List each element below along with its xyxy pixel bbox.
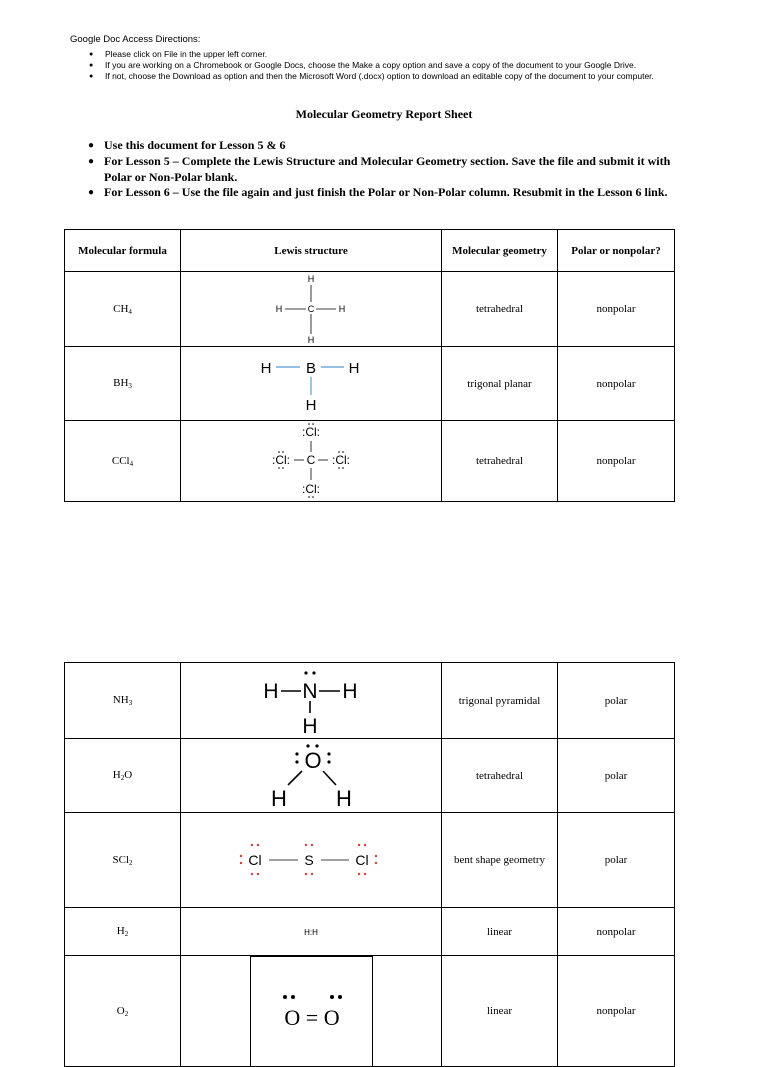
direction-item: ● If not, choose the Download as option and then the Microsoft Word (.docx) option to download an editable copy of the document to your computer. [89, 71, 709, 82]
formula-cell: SCl$_2$ [65, 813, 181, 908]
lewis-atom: B [305, 359, 317, 377]
table-row [65, 421, 675, 502]
table-row [65, 956, 675, 1067]
geometry-cell: bent shape geometry [442, 813, 558, 908]
formula-cell: $NH_3$ [65, 663, 181, 739]
formula-cell: $H_2O$ [65, 739, 181, 813]
lewis-atom: H [338, 304, 346, 314]
polarity-cell: polar [558, 739, 675, 813]
lewis-atom: :Cl: [332, 453, 350, 467]
bh3-lewis-structure [256, 354, 366, 414]
lewis-atom: :Cl: [272, 453, 290, 467]
polarity-cell: polar [558, 813, 675, 908]
direction-item: ● If you are working on a Chromebook or Google Docs, choose the Make a copy option and save a copy of the document to your Google Drive. [89, 60, 709, 71]
geometry-cell: tetrahedral [442, 739, 558, 813]
o2-lewis-structure [262, 987, 362, 1037]
polarity-cell: nonpolar [558, 347, 675, 421]
lewis-atom: H [271, 785, 287, 809]
lesson-item: ● For Lesson 5 – Complete the Lewis Structure and Molecular Geometry section. Save the file and submit it with Polar or Non-Polar blank. [88, 154, 688, 186]
h2o-lewis-structure [261, 743, 361, 809]
lewis-cell [181, 347, 442, 421]
lewis-atom: Cl [355, 852, 369, 868]
header-geometry: Molecular geometry [442, 230, 558, 272]
lewis-atom: H [305, 396, 317, 414]
formula-cell: $H_2$ [65, 908, 181, 956]
lewis-cell [181, 908, 442, 956]
table-header-row [65, 230, 675, 272]
lewis-cell [181, 421, 442, 502]
lewis-atom: H [275, 304, 283, 314]
polarity-cell: polar [558, 663, 675, 739]
lesson-list [88, 138, 688, 201]
lewis-cell [181, 663, 442, 739]
geometry-table-2 [64, 662, 675, 1067]
lewis-atom: O = O [283, 1005, 340, 1030]
lewis-atom: H [263, 679, 279, 703]
o2-image-frame [250, 956, 373, 1066]
polarity-cell: nonpolar [558, 956, 675, 1067]
directions-title: Google Doc Access Directions: [70, 34, 201, 45]
table-row [65, 347, 675, 421]
geometry-cell: trigonal pyramidal [442, 663, 558, 739]
lewis-atom: N [302, 679, 318, 703]
lewis-atom: H [307, 335, 315, 345]
lewis-atom: S [304, 852, 314, 868]
lewis-atom: H [342, 679, 358, 703]
geometry-cell: linear [442, 956, 558, 1067]
geometry-cell: tetrahedral [442, 272, 558, 347]
table-row [65, 272, 675, 347]
h2-lewis-structure: H:H [304, 927, 318, 937]
lewis-atom: C [307, 304, 315, 314]
lewis-atom: :Cl: [302, 425, 320, 439]
lewis-cell [181, 739, 442, 813]
lewis-atom: H [260, 359, 272, 377]
formula-cell: $O_2$ [65, 956, 181, 1067]
header-lewis: Lewis structure [181, 230, 442, 272]
lewis-atom: O [304, 747, 322, 773]
lewis-atom: H [348, 359, 360, 377]
nh3-lewis-structure [261, 665, 361, 737]
directions-list [89, 49, 709, 82]
scl2-lewis-structure [236, 840, 386, 880]
ccl4-lewis-structure [266, 422, 356, 500]
lewis-atom: C [306, 453, 316, 467]
ch4-lewis-structure [266, 273, 356, 345]
header-polarity: Polar or nonpolar? [558, 230, 675, 272]
lewis-atom: H [302, 714, 318, 737]
polarity-cell: nonpolar [558, 421, 675, 502]
direction-item: ● Please click on File in the upper left corner. [89, 49, 709, 60]
lewis-cell [181, 956, 442, 1067]
lewis-cell [181, 813, 442, 908]
geometry-cell: tetrahedral [442, 421, 558, 502]
geometry-table-1 [64, 229, 675, 502]
formula-cell: CCl$_4$ [65, 421, 181, 502]
lewis-atom: H [336, 785, 352, 809]
formula-cell: $CH_4$ [65, 272, 181, 347]
lewis-cell [181, 272, 442, 347]
lesson-item: ● For Lesson 6 – Use the file again and just finish the Polar or Non-Polar column. Resubmit in the Lesson 6 link. [88, 185, 688, 201]
document-title: Molecular Geometry Report Sheet [295, 107, 473, 121]
table-row [65, 908, 675, 956]
table-row [65, 663, 675, 739]
polarity-cell: nonpolar [558, 272, 675, 347]
header-formula: Molecular formula [65, 230, 181, 272]
table-row [65, 739, 675, 813]
polarity-cell: nonpolar [558, 908, 675, 956]
geometry-cell: linear [442, 908, 558, 956]
lewis-atom: Cl [248, 852, 262, 868]
geometry-cell: trigonal planar [442, 347, 558, 421]
table-row [65, 813, 675, 908]
lewis-atom: H [307, 274, 315, 284]
lewis-atom: :Cl: [302, 482, 320, 496]
lesson-item: ● Use this document for Lesson 5 & 6 [88, 138, 688, 154]
formula-cell: $BH_3$ [65, 347, 181, 421]
